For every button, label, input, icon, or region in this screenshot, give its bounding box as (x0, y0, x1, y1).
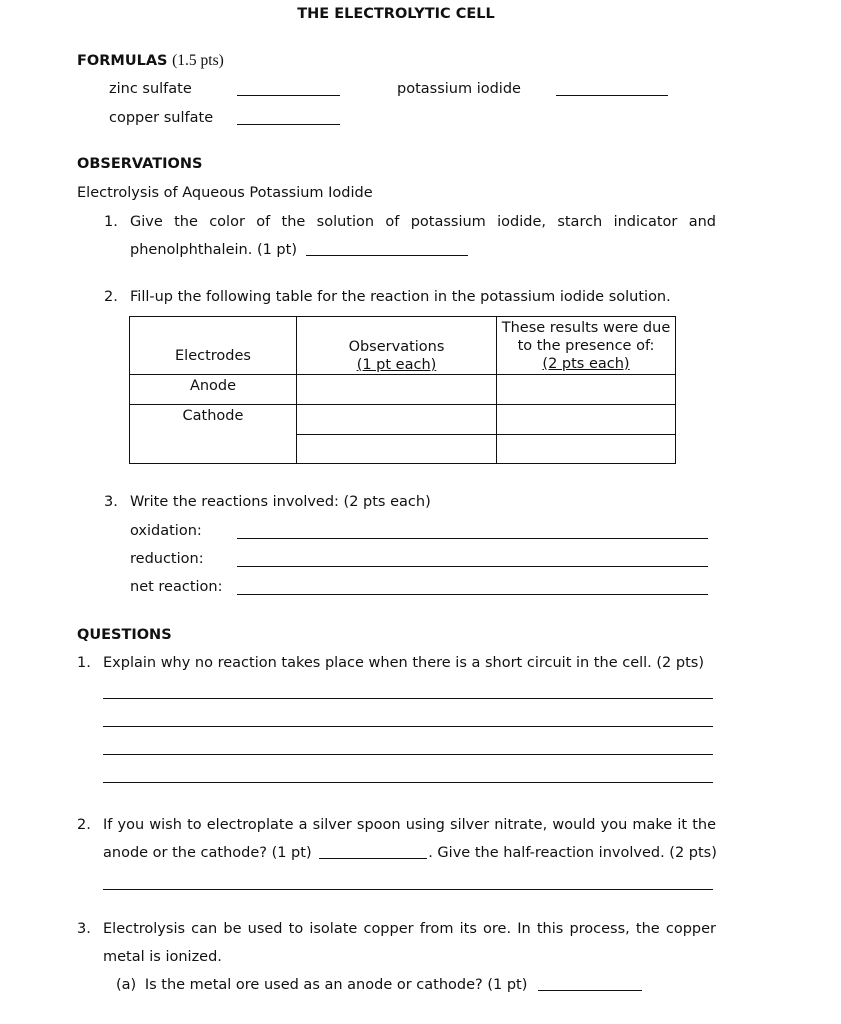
obs-q1-answer-blank[interactable] (306, 243, 468, 256)
question-3a-text: Is the metal ore used as an anode or cathode? (1 pt) (144, 977, 528, 993)
table-cell-anode-result[interactable] (497, 375, 675, 404)
formulas-heading-row (77, 52, 224, 70)
question-3-line2: metal is ionized. (103, 949, 222, 965)
table-cell-cathode-observation-2[interactable] (297, 435, 496, 463)
formula-label-copper-sulfate: copper sulfate (109, 110, 214, 126)
page-title: THE ELECTROLYTIC CELL (297, 6, 495, 22)
formula-label-zinc-sulfate: zinc sulfate (109, 81, 192, 97)
question-1-number: 1. (77, 655, 91, 671)
question-3-line1: Electrolysis can be used to isolate copper from its ore. In this process, the copper (103, 921, 716, 937)
reaction-table (129, 316, 676, 464)
table-row-cathode-label: Cathode (182, 408, 244, 424)
reaction-blank-reduction[interactable] (237, 566, 708, 567)
table-header-results-line1: These results were due (501, 320, 671, 336)
question-1-answer-line[interactable] (103, 726, 713, 727)
question-3-number: 3. (77, 921, 91, 937)
formula-blank-potassium-iodide[interactable] (556, 95, 668, 96)
table-header-observations (297, 338, 496, 374)
observations-subheading: Electrolysis of Aqueous Potassium Iodide (77, 185, 373, 201)
table-cell-cathode-result-2[interactable] (497, 435, 675, 463)
table-cell-anode-observation[interactable] (297, 375, 496, 404)
obs-q1-line2-text: phenolphthalein. (1 pt) (130, 242, 297, 258)
question-2-line2-text-a: anode or the cathode? (1 pt) (103, 845, 312, 861)
obs-q1-number: 1. (104, 214, 118, 230)
question-1-answer-line[interactable] (103, 698, 713, 699)
observations-heading: OBSERVATIONS (77, 156, 203, 172)
reaction-blank-oxidation[interactable] (237, 538, 708, 539)
question-3a-label: (a) (116, 977, 137, 993)
reaction-label-net: net reaction: (130, 579, 223, 595)
table-header-results-line2: to the presence of: (517, 338, 655, 354)
obs-q2-number: 2. (104, 289, 118, 305)
table-header-observations-line2: (1 pt each) (356, 357, 437, 373)
table-cell-cathode-observation-1[interactable] (297, 405, 496, 434)
question-2-line2-text-b: . Give the half-reaction involved. (2 pts) (428, 845, 717, 861)
question-2-answer-blank[interactable] (319, 846, 427, 859)
question-1-answer-line[interactable] (103, 754, 713, 755)
question-3a-answer-blank[interactable] (538, 978, 642, 991)
question-2-line2 (103, 845, 717, 861)
question-2-number: 2. (77, 817, 91, 833)
formula-blank-zinc-sulfate[interactable] (237, 95, 340, 96)
reaction-label-reduction: reduction: (130, 551, 204, 567)
table-cell-cathode-result-1[interactable] (497, 405, 675, 434)
question-3a (116, 977, 642, 993)
reaction-label-oxidation: oxidation: (130, 523, 202, 539)
question-2-line1: If you wish to electroplate a silver spoon using silver nitrate, would you make it the (103, 817, 716, 833)
reaction-blank-net[interactable] (237, 594, 708, 595)
questions-heading: QUESTIONS (77, 627, 172, 643)
formulas-points: (1.5 pts) (172, 52, 224, 69)
formulas-heading: FORMULAS (77, 53, 168, 69)
table-header-results-line3: (2 pts each) (542, 356, 630, 372)
formula-label-potassium-iodide: potassium iodide (397, 81, 521, 97)
formula-blank-copper-sulfate[interactable] (237, 124, 340, 125)
table-header-results (497, 319, 675, 373)
question-1-text: Explain why no reaction takes place when there is a short circuit in the cell. (2 pts) (103, 655, 704, 671)
obs-q1-line2 (130, 242, 468, 258)
question-1-answer-line[interactable] (103, 782, 713, 783)
question-2-answer-line[interactable] (103, 889, 713, 890)
table-row-anode-label: Anode (189, 378, 237, 394)
obs-q3-number: 3. (104, 494, 118, 510)
obs-q2-text: Fill-up the following table for the reaction in the potassium iodide solution. (130, 289, 671, 305)
table-header-electrodes: Electrodes (175, 348, 251, 364)
obs-q3-text: Write the reactions involved: (2 pts each) (130, 494, 431, 510)
table-header-observations-line1: Observations (348, 339, 445, 355)
obs-q1-line1: Give the color of the solution of potassium iodide, starch indicator and (130, 214, 716, 230)
